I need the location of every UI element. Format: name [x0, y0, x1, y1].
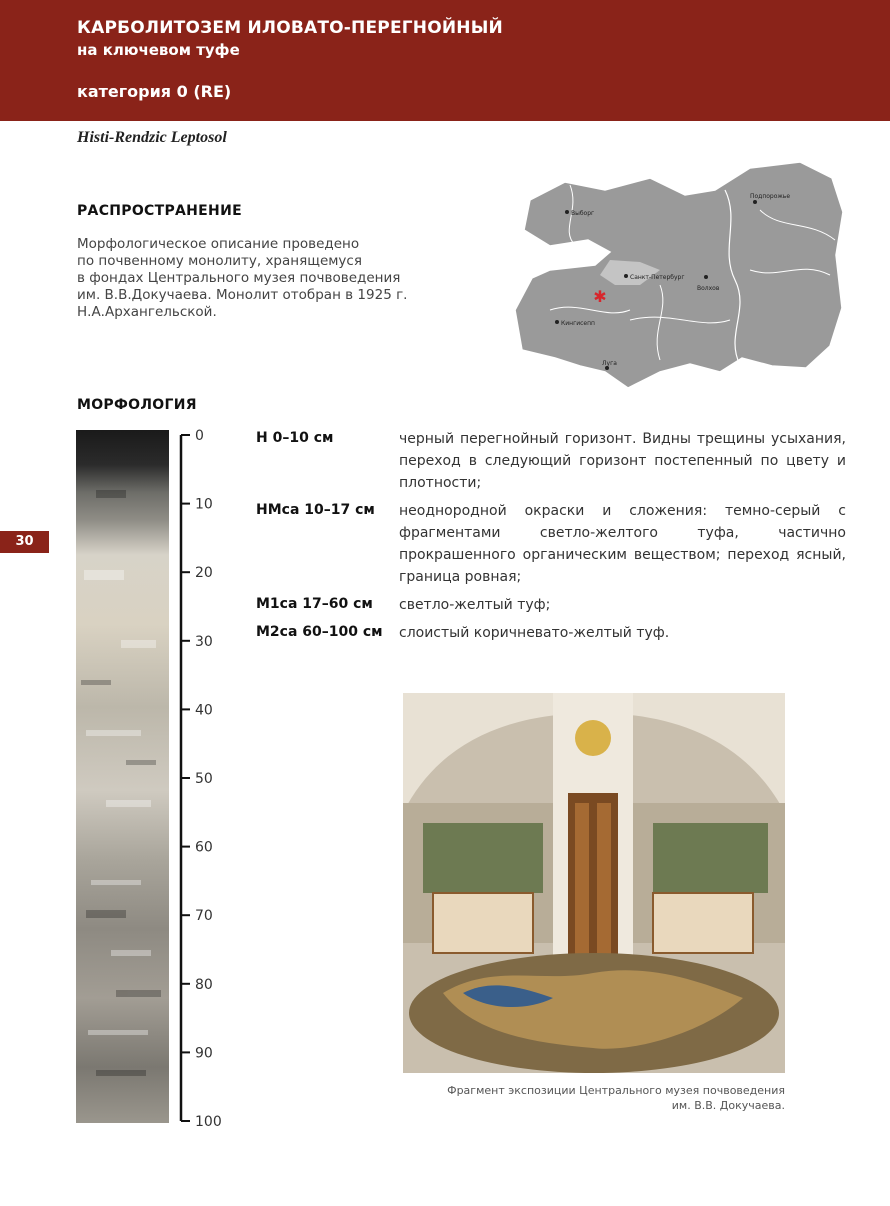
scale-tick-label: 60 — [195, 839, 213, 856]
museum-photo — [403, 693, 785, 1073]
scale-tick-label: 30 — [195, 633, 213, 650]
location-marker-icon: ✱ — [593, 287, 607, 306]
horizon-list — [256, 428, 846, 650]
page-title: КАРБОЛИТОЗЕМ ИЛОВАТО-ПЕРЕГНОЙНЫЙ — [77, 18, 503, 38]
scale-tick-label: 10 — [195, 496, 213, 513]
caption-line: Фрагмент экспозиции Центрального музея почвоведения — [447, 1084, 785, 1097]
title-banner — [0, 0, 890, 121]
horizon-code: M2ca 60–100 см — [256, 624, 383, 640]
photo-caption — [403, 1083, 785, 1113]
scale-tick-label: 0 — [195, 428, 204, 444]
distribution-line: по почвенному монолиту, хранящемуся — [77, 253, 362, 269]
scale-tick-label: 20 — [195, 565, 213, 582]
scale-tick-label: 70 — [195, 908, 213, 925]
region-map — [510, 160, 845, 390]
soil-monolith-image — [76, 430, 169, 1123]
distribution-heading: РАСПРОСТРАНЕНИЕ — [77, 203, 242, 219]
page-subtitle: на ключевом туфе — [77, 41, 240, 59]
category-label: категория 0 (RE) — [77, 82, 232, 101]
distribution-line: Морфологическое описание проведено — [77, 236, 360, 252]
map-label: Луга — [602, 360, 617, 367]
horizon-code: M1ca 17–60 см — [256, 596, 373, 612]
latin-name: Histi-Rendzic Leptosol — [77, 129, 227, 146]
horizon-description: черный перегнойный горизонт. Видны трещины усыхания, переход в следующий горизонт постепенный по цвету и плотности; — [399, 431, 846, 491]
page-number: 30 — [0, 531, 49, 553]
distribution-text — [77, 236, 437, 321]
map-label: Волхов — [697, 285, 720, 292]
map-label: Кингисепп — [561, 320, 595, 327]
map-label: Санкт-Петербург — [630, 274, 685, 281]
map-label: Подпорожье — [750, 193, 791, 200]
horizon-item — [256, 594, 846, 616]
scale-tick-label: 40 — [195, 702, 213, 719]
horizon-description: неоднородной окраски и сложения: темно-серый с фрагментами светло-желтого туфа, частично прокрашенного органическим веществом; переход ясный, граница ровная; — [399, 503, 846, 585]
depth-scale — [175, 425, 245, 1135]
horizon-description: светло-желтый туф; — [399, 597, 551, 613]
horizon-code: HMca 10–17 см — [256, 502, 375, 518]
scale-tick-label: 90 — [195, 1045, 213, 1062]
distribution-line: в фондах Центрального музея почвоведения — [77, 270, 401, 286]
caption-line: им. В.В. Докучаева. — [671, 1099, 785, 1112]
horizon-description: слоистый коричневато-желтый туф. — [399, 625, 670, 641]
horizon-item — [256, 428, 846, 494]
horizon-item — [256, 622, 846, 644]
scale-tick-label: 100 — [195, 1114, 222, 1130]
morphology-heading: МОРФОЛОГИЯ — [77, 397, 197, 413]
distribution-line: им. В.В.Докучаева. Монолит отобран в 1925 г. — [77, 287, 408, 303]
distribution-line: Н.А.Архангельской. — [77, 304, 217, 320]
map-label: Выборг — [571, 210, 595, 217]
scale-tick-label: 80 — [195, 976, 213, 993]
horizon-code: H 0–10 см — [256, 430, 334, 446]
scale-tick-label: 50 — [195, 771, 213, 787]
horizon-item — [256, 500, 846, 588]
